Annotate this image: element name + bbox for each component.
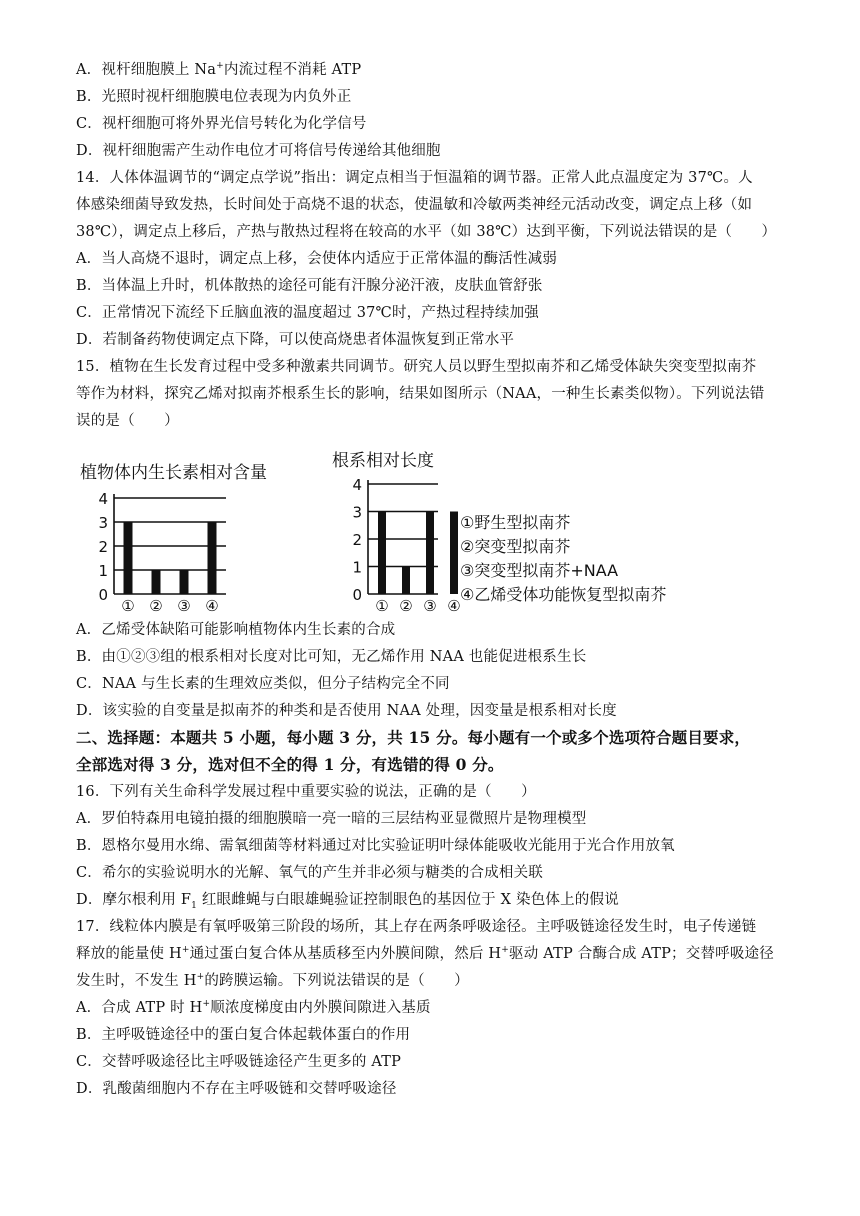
y-tick-label: 0	[352, 586, 362, 604]
bar	[450, 512, 458, 595]
text-run: 等作为材料，探究乙烯对拟南芥根系生长的影响，结果如图所示（NAA，一种生长素类似物）。下列说法错	[76, 386, 765, 402]
legend-entry: ④乙烯受体功能恢复型拟南芥	[460, 585, 667, 604]
bar	[152, 570, 161, 594]
text-run: +	[202, 999, 211, 1010]
text-run: 通过蛋白复合体从基质移至内外膜间隙，然后 H	[189, 946, 502, 962]
text-run: C．交替呼吸途径比主呼吸链途径产生更多的 ATP	[76, 1054, 402, 1070]
text-line	[76, 384, 764, 404]
bar	[208, 522, 217, 594]
text-line	[76, 944, 774, 964]
text-run: C．正常情况下流经下丘脑血液的温度超过 37℃时，产热过程持续加强	[76, 305, 539, 321]
legend-entry: ③突变型拟南芥+NAA	[460, 561, 619, 580]
text-run: C．希尔的实验说明水的光解、氧气的产生并非必须与糖类的合成相关联	[76, 865, 543, 881]
legend-entry: ②突变型拟南芥	[460, 537, 571, 556]
text-line	[76, 809, 586, 829]
text-line	[76, 1052, 401, 1072]
text-run: D．若制备药物使调定点下降，可以使高烧患者体温恢复到正常水平	[76, 332, 515, 348]
text-line	[76, 168, 753, 188]
text-line	[76, 357, 756, 377]
y-tick-label: 4	[98, 490, 108, 508]
text-run: 误的是（ ）	[76, 413, 179, 429]
text-line	[76, 620, 395, 640]
text-run: A．合成 ATP 时 H	[76, 1000, 203, 1016]
text-run: 顺浓度梯度由内外膜间隙进入基质	[210, 1000, 431, 1016]
text-line	[76, 411, 179, 431]
text-run: 红眼雌蝇与白眼雄蝇验证控制眼色的基因位于 X 染色体上的假说	[197, 892, 619, 908]
text-run: 17．线粒体内膜是有氧呼吸第三阶段的场所，其上存在两条呼吸途径。主呼吸链途径发生时，电子传递链	[76, 919, 757, 935]
x-category-label: ③	[177, 597, 191, 615]
text-run: 15．植物在生长发育过程中受多种激素共同调节。研究人员以野生型拟南芥和乙烯受体缺失突变型拟南芥	[76, 359, 757, 375]
text-line	[76, 330, 514, 350]
text-line	[76, 998, 431, 1018]
text-run: A．罗伯特森用电镜拍摄的细胞膜暗一亮一暗的三层结构亚显微照片是物理模型	[76, 811, 587, 827]
text-line	[76, 917, 756, 937]
text-run: 二、选择题：本题共 5 小题，每小题 3 分，共 15 分。每小题有一个或多个选项符合题目要求，	[76, 728, 751, 747]
text-run: D．视杆细胞需产生动作电位才可将信号传递给其他细胞	[76, 143, 441, 159]
y-tick-label: 2	[98, 538, 108, 556]
text-run: 16．下列有关生命科学发展过程中重要实验的说法，正确的是（ ）	[76, 784, 536, 800]
text-line	[76, 303, 539, 323]
chart-title: 根系相对长度	[332, 451, 434, 471]
text-run: 全部选对得 3 分，选对但不全的得 1 分，有选错的得 0 分。	[76, 755, 504, 774]
text-run: A．当人高烧不退时，调定点上移，会使体内适应于正常体温的酶活性减弱	[76, 251, 558, 267]
text-run: B．光照时视杆细胞膜电位表现为内负外正	[76, 89, 352, 105]
text-run: 体感染细菌导致发热，长时间处于高烧不退的状态，使温敏和冷敏两类神经元活动改变，调定点上移（如	[76, 197, 753, 213]
text-line	[76, 782, 536, 802]
x-category-label: ②	[149, 597, 163, 615]
text-run: A．乙烯受体缺陷可能影响植物体内生长素的合成	[76, 622, 396, 638]
x-category-label: ③	[423, 597, 437, 615]
text-run: 发生时，不发生 H	[76, 973, 197, 989]
chart-title: 植物体内生长素相对含量	[80, 463, 267, 483]
text-line	[76, 971, 469, 991]
y-tick-label: 1	[352, 558, 362, 577]
text-run: B．主呼吸链途径中的蛋白复合体起载体蛋白的作用	[76, 1027, 411, 1043]
text-run: D．摩尔根利用 F	[76, 892, 192, 908]
text-run: 14．人体体温调节的“调定点学说”指出：调定点相当于恒温箱的调节器。正常人此点温度定为 37℃。人	[76, 170, 753, 186]
y-tick-label: 3	[98, 514, 108, 532]
text-run: B．恩格尔曼用水绵、需氧细菌等材料通过对比实验证明叶绿体能吸收光能用于光合作用放氧	[76, 838, 675, 854]
text-run: +	[216, 61, 224, 72]
text-line	[76, 114, 367, 134]
x-category-label: ④	[447, 597, 461, 615]
text-run: D．乳酸菌细胞内不存在主呼吸链和交替呼吸途径	[76, 1081, 397, 1097]
text-line	[76, 1025, 410, 1045]
text-run: C．视杆细胞可将外界光信号转化为化学信号	[76, 116, 367, 132]
text-line	[76, 674, 450, 694]
x-category-label: ④	[205, 597, 219, 615]
text-line	[76, 141, 441, 161]
text-run: +	[181, 945, 190, 956]
bar	[378, 512, 386, 595]
text-line	[76, 890, 619, 910]
text-line	[76, 701, 617, 721]
text-run: 内流过程不消耗 ATP	[223, 62, 362, 78]
text-run: +	[196, 972, 205, 983]
bar	[180, 570, 189, 594]
text-run: 的跨膜运输。下列说法错误的是（ ）	[204, 973, 469, 989]
y-tick-label: 3	[352, 503, 362, 522]
y-tick-label: 0	[98, 586, 108, 604]
text-run: C．NAA 与生长素的生理效应类似，但分子结构完全不同	[76, 676, 450, 692]
text-run: 38℃），调定点上移后，产热与散热过程将在较高的水平（如 38℃）达到平衡，下列说法错误的是（ ）	[76, 224, 777, 240]
text-run: 1	[191, 900, 198, 911]
text-line	[76, 1079, 397, 1099]
text-line	[76, 863, 543, 883]
bar	[402, 567, 410, 595]
y-tick-label: 4	[352, 476, 362, 494]
text-line	[76, 222, 776, 242]
text-run: A．视杆细胞膜上 Na	[76, 62, 217, 78]
x-category-label: ①	[121, 597, 135, 615]
text-line	[76, 195, 752, 215]
x-category-label: ②	[399, 597, 413, 615]
x-category-label: ①	[375, 597, 389, 615]
text-line	[76, 60, 361, 80]
text-run: 驱动 ATP 合酶合成 ATP；交替呼吸途径	[509, 946, 774, 962]
text-line	[76, 87, 351, 107]
y-tick-label: 2	[352, 531, 362, 549]
section-heading-line	[76, 728, 750, 748]
text-line	[76, 276, 543, 296]
y-tick-label: 1	[98, 562, 108, 580]
bar	[124, 522, 133, 594]
section-heading-line	[76, 755, 504, 775]
text-run: B．当体温上升时，机体散热的途径可能有汗腺分泌汗液，皮肤血管舒张	[76, 278, 543, 294]
text-run: D．该实验的自变量是拟南芥的种类和是否使用 NAA 处理，因变量是根系相对长度	[76, 703, 617, 719]
text-line	[76, 836, 675, 856]
text-line	[76, 249, 557, 269]
text-line	[76, 647, 586, 667]
legend-entry: ①野生型拟南芥	[460, 513, 571, 532]
bar-chart-figure	[70, 446, 770, 618]
text-run: +	[501, 945, 510, 956]
bar	[426, 512, 434, 595]
text-run: B．由①②③组的根系相对长度对比可知，无乙烯作用 NAA 也能促进根系生长	[76, 649, 587, 665]
text-run: 释放的能量使 H	[76, 946, 182, 962]
